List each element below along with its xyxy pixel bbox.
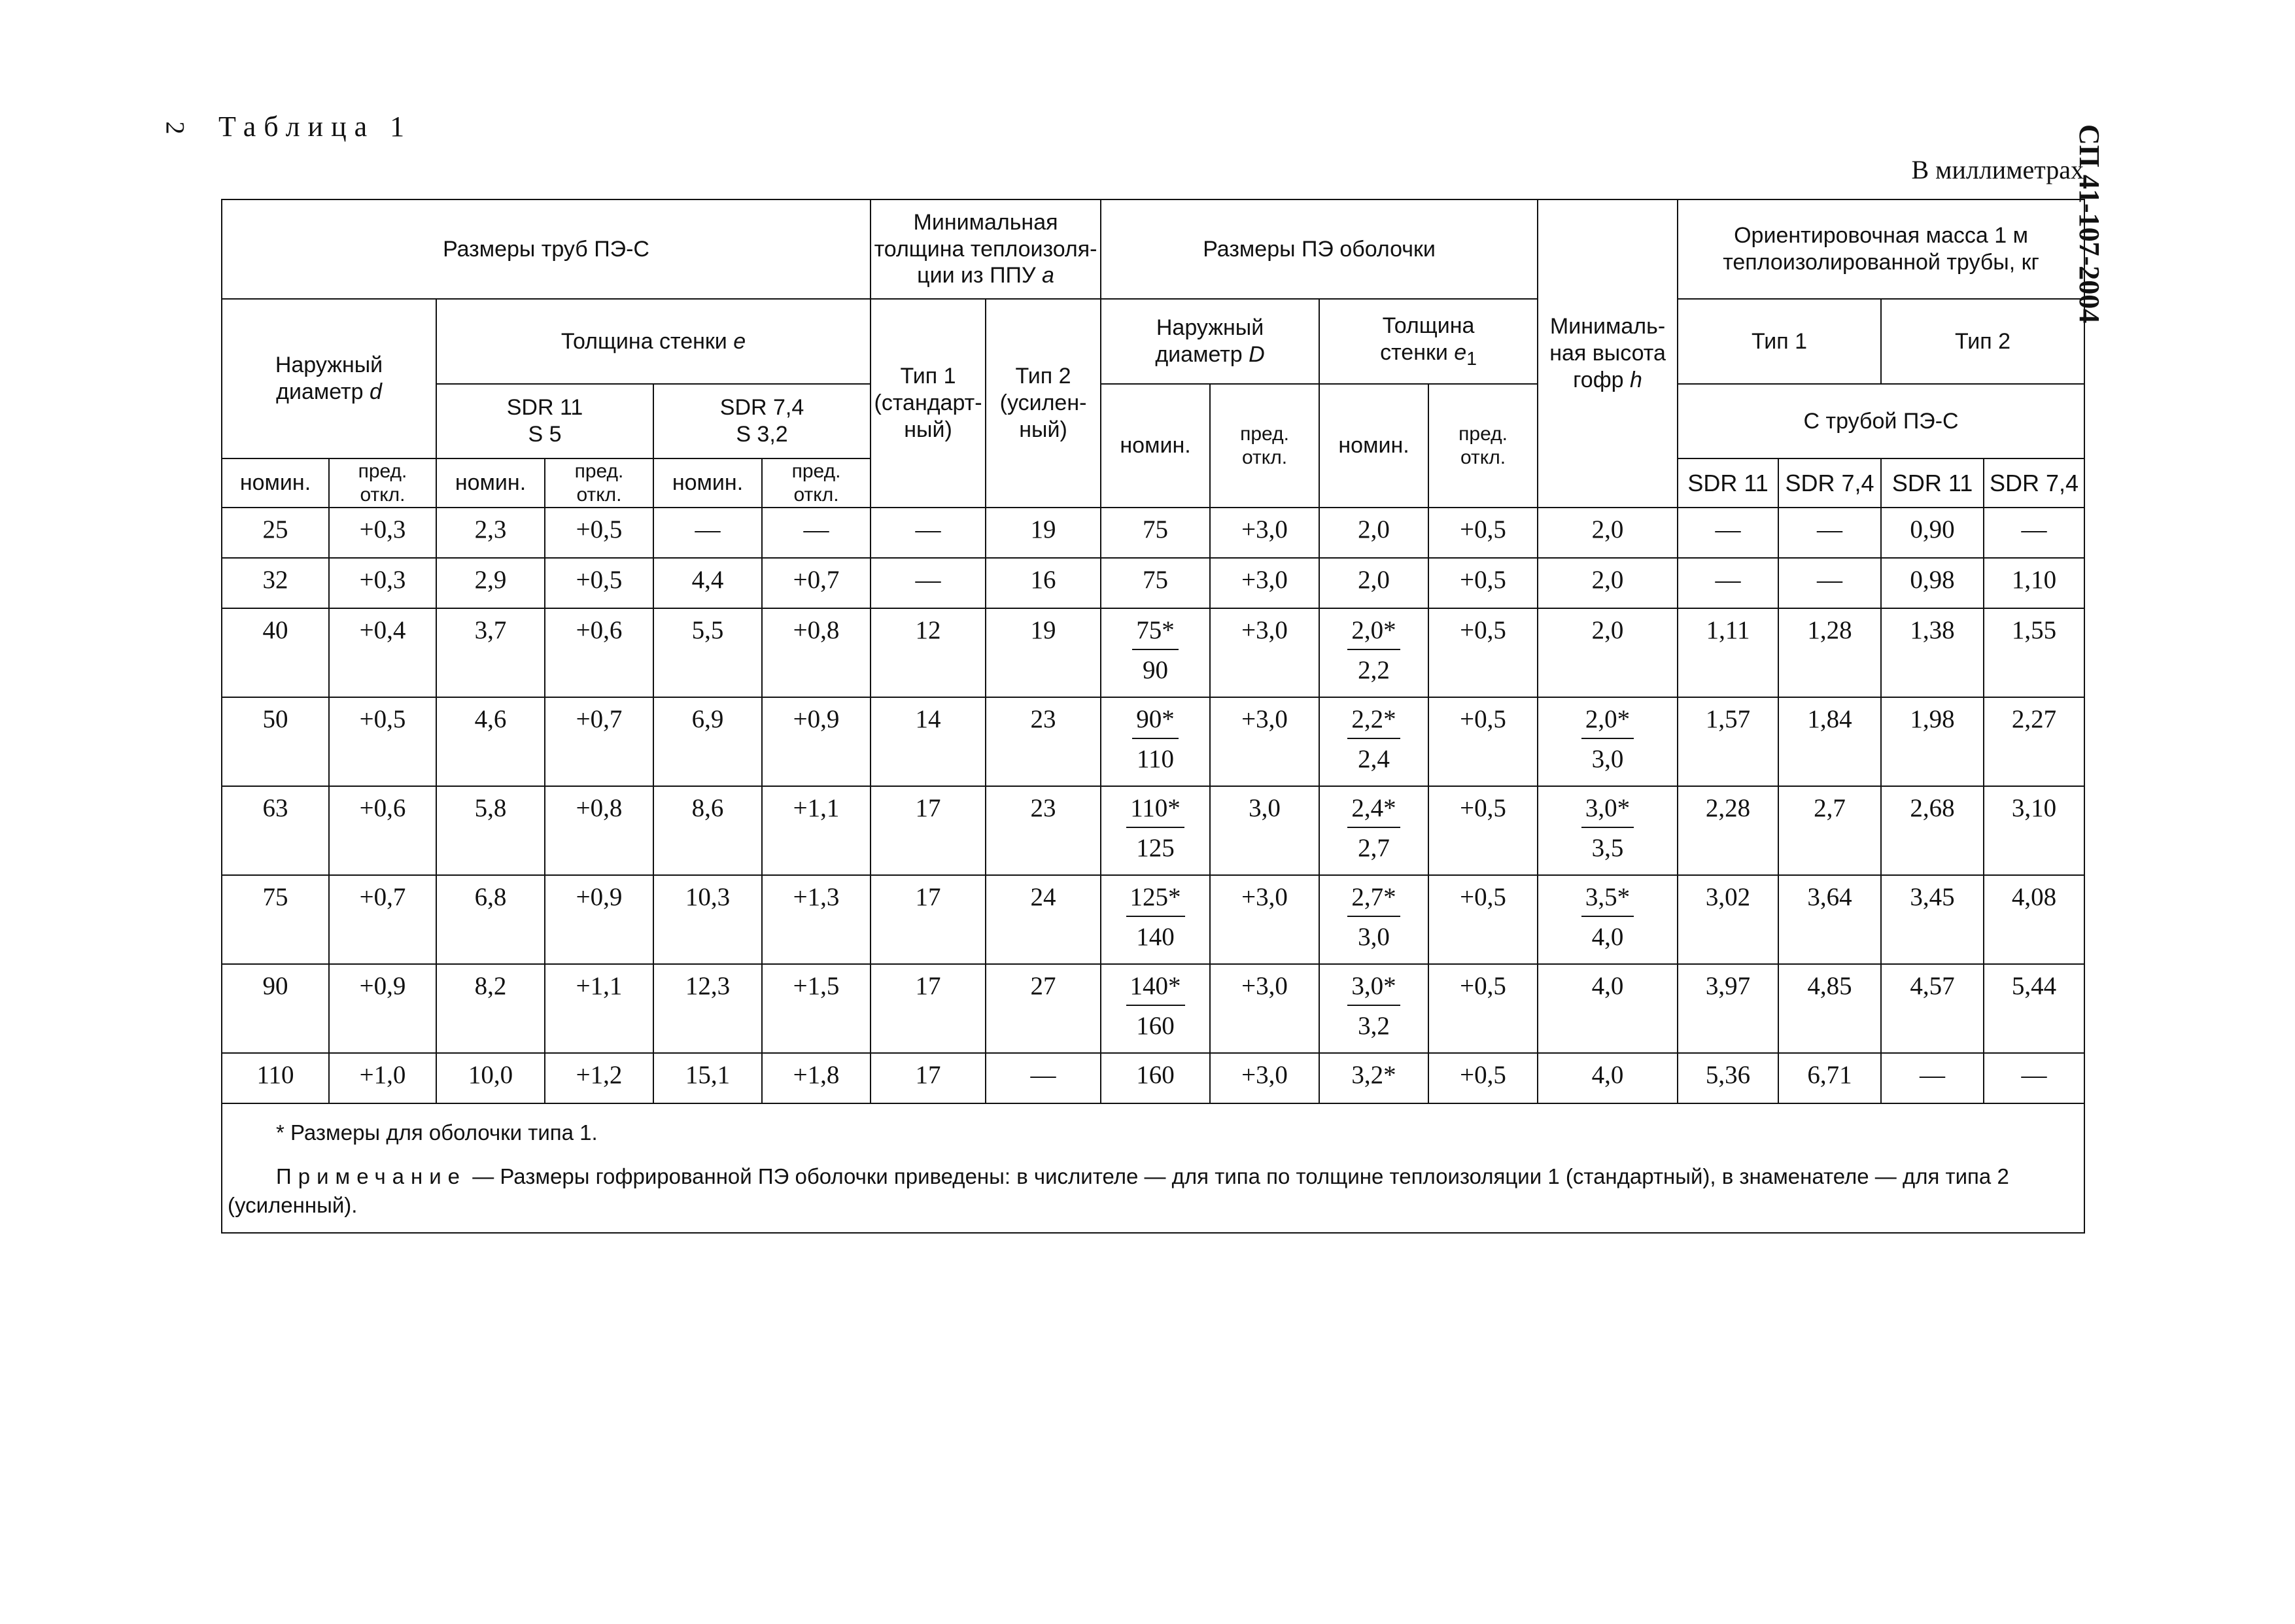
cell-m2-sdr11: —: [1881, 1053, 1984, 1103]
cell-a-type2: 16: [986, 558, 1101, 608]
cell-D: [1101, 875, 1210, 964]
document-code: СП 41-107-2004: [2073, 124, 2105, 324]
fraction-denominator: 3,0: [1358, 922, 1390, 951]
header-row-3: [222, 384, 2084, 458]
fraction-denominator: 3,0: [1591, 744, 1624, 773]
mass-type2-sdr74-header: SDR 7,4: [1984, 458, 2084, 508]
cell-m1-sdr74: 2,7: [1778, 786, 1881, 875]
cell-e1-dev: +0,5: [1428, 786, 1538, 875]
table-row: [222, 964, 2084, 1053]
cell-e1: [1319, 964, 1428, 1053]
cell-m2-sdr11: 4,57: [1881, 964, 1984, 1053]
cell-d-dev: +0,9: [329, 964, 436, 1053]
table-note: [228, 1162, 2079, 1220]
fraction-numerator: 125*: [1126, 882, 1185, 917]
cell-D: [1101, 697, 1210, 786]
cell-m1-sdr74: 1,84: [1778, 697, 1881, 786]
cell-a-type1: 12: [871, 608, 986, 697]
cell-e1: [1319, 875, 1428, 964]
cell-m2-sdr74: 1,10: [1984, 558, 2084, 608]
cell-d: 50: [222, 697, 329, 786]
cell-a-type1: 17: [871, 964, 986, 1053]
fraction-numerator: 90*: [1132, 704, 1179, 739]
cell-a-type1: —: [871, 508, 986, 558]
fraction-numerator: 3,0*: [1581, 793, 1634, 828]
cell-m1-sdr11: 3,97: [1678, 964, 1778, 1053]
cell-D: [1101, 786, 1210, 875]
min-insulation-header: Минимальная толщина теплоизоля- ции из ППУ a: [871, 199, 1101, 299]
cell-m2-sdr11: 1,38: [1881, 608, 1984, 697]
footnote-cell: [222, 1103, 2084, 1233]
cell-e-sdr11: 8,2: [436, 964, 545, 1053]
cell-a-type2: 27: [986, 964, 1101, 1053]
cell-e-sdr74-dev: —: [762, 508, 871, 558]
cell-h: 4,0: [1538, 1053, 1678, 1103]
cell-D: 160: [1101, 1053, 1210, 1103]
fraction-numerator: 2,7*: [1347, 882, 1400, 917]
type1-header: Тип 1 (стандарт- ный): [871, 299, 986, 508]
cell-m1-sdr74: —: [1778, 558, 1881, 608]
mass-type1-sdr74-header: SDR 7,4: [1778, 458, 1881, 508]
cell-e1: 3,2*: [1319, 1053, 1428, 1103]
cell-D-dev: +3,0: [1210, 508, 1319, 558]
cell-e1-dev: +0,5: [1428, 608, 1538, 697]
cell-e-sdr11: 5,8: [436, 786, 545, 875]
cell-D-dev: +3,0: [1210, 875, 1319, 964]
cell-e-sdr74-dev: +1,1: [762, 786, 871, 875]
cell-m2-sdr74: 2,27: [1984, 697, 2084, 786]
cell-m1-sdr11: 3,02: [1678, 875, 1778, 964]
cell-e-sdr11-dev: +0,7: [545, 697, 653, 786]
cell-h: [1538, 875, 1678, 964]
cell-e-sdr11-dev: +0,5: [545, 508, 653, 558]
shell-wall-nom-header: номин.: [1319, 384, 1428, 508]
fraction-denominator: 2,2: [1358, 655, 1390, 684]
cell-d-dev: +0,7: [329, 875, 436, 964]
cell-m1-sdr74: 6,71: [1778, 1053, 1881, 1103]
cell-e-sdr74: 10,3: [653, 875, 762, 964]
fraction-numerator: 2,2*: [1347, 704, 1400, 739]
fraction-denominator: 160: [1136, 1011, 1175, 1040]
cell-e-sdr74: 4,4: [653, 558, 762, 608]
cell-e-sdr74: 15,1: [653, 1053, 762, 1103]
cell-d: 63: [222, 786, 329, 875]
footnote: * Размеры для оболочки типа 1.: [276, 1120, 598, 1145]
table-title: Таблица 1: [218, 111, 413, 143]
cell-e-sdr11-dev: +0,5: [545, 558, 653, 608]
cell-D: 75: [1101, 558, 1210, 608]
outer-diameter-header: Наружный диаметр d: [222, 299, 436, 458]
fraction-denominator: 140: [1136, 922, 1175, 951]
cell-e-sdr11: 4,6: [436, 697, 545, 786]
cell-e-sdr11: 3,7: [436, 608, 545, 697]
cell-d-dev: +0,4: [329, 608, 436, 697]
mass-type2-sdr11-header: SDR 11: [1881, 458, 1984, 508]
cell-d: 40: [222, 608, 329, 697]
cell-m2-sdr11: 0,98: [1881, 558, 1984, 608]
cell-d-dev: +0,3: [329, 508, 436, 558]
outer-dev-header: пред. откл.: [329, 458, 436, 508]
cell-e1-dev: +0,5: [1428, 875, 1538, 964]
cell-h: 2,0: [1538, 558, 1678, 608]
cell-D: 75: [1101, 508, 1210, 558]
min-corrugation-header: Минималь- ная высота гофр h: [1538, 199, 1678, 508]
cell-m2-sdr74: 3,10: [1984, 786, 2084, 875]
fraction-numerator: 2,0*: [1347, 615, 1400, 650]
table-row: [222, 608, 2084, 697]
page-number: 2: [160, 121, 190, 135]
fraction-numerator: 140*: [1126, 971, 1185, 1006]
fraction-numerator: 2,0*: [1581, 704, 1634, 739]
fraction-numerator: 75*: [1132, 615, 1179, 650]
cell-m2-sdr74: 1,55: [1984, 608, 2084, 697]
sdr11-dev-header: пред. откл.: [545, 458, 653, 508]
cell-e-sdr74-dev: +0,8: [762, 608, 871, 697]
cell-a-type2: 19: [986, 508, 1101, 558]
cell-e-sdr11: 2,3: [436, 508, 545, 558]
cell-a-type2: 24: [986, 875, 1101, 964]
cell-e1-dev: +0,5: [1428, 964, 1538, 1053]
cell-m1-sdr74: 4,85: [1778, 964, 1881, 1053]
cell-m1-sdr74: 3,64: [1778, 875, 1881, 964]
cell-d: 32: [222, 558, 329, 608]
shell-outer-diameter-header: Наружный диаметр D: [1101, 299, 1319, 384]
cell-D: [1101, 608, 1210, 697]
cell-m1-sdr74: 1,28: [1778, 608, 1881, 697]
cell-h: 2,0: [1538, 608, 1678, 697]
cell-e-sdr11-dev: +1,2: [545, 1053, 653, 1103]
cell-m2-sdr74: 5,44: [1984, 964, 2084, 1053]
note-label: Примечание: [276, 1164, 467, 1188]
mass-header: Ориентировочная масса 1 м теплоизолированной трубы, кг: [1678, 199, 2084, 299]
cell-D-dev: +3,0: [1210, 964, 1319, 1053]
cell-e1: 2,0: [1319, 508, 1428, 558]
cell-D-dev: +3,0: [1210, 558, 1319, 608]
cell-h: [1538, 786, 1678, 875]
pipe-sizes-header: Размеры труб ПЭ-С: [222, 199, 871, 299]
cell-e1-dev: +0,5: [1428, 508, 1538, 558]
shell-sizes-header: Размеры ПЭ оболочки: [1101, 199, 1538, 299]
mass-type1-sdr11-header: SDR 11: [1678, 458, 1778, 508]
cell-e-sdr11: 10,0: [436, 1053, 545, 1103]
wall-thickness-header: Толщина стенки e: [436, 299, 871, 384]
shell-wall-thickness-header: Толщина стенки $e_1$: [1319, 299, 1538, 384]
cell-e-sdr74-dev: +1,8: [762, 1053, 871, 1103]
fraction-numerator: 2,4*: [1347, 793, 1400, 828]
shell-outer-dev-header: пред. откл.: [1210, 384, 1319, 508]
cell-e-sdr11-dev: +0,8: [545, 786, 653, 875]
cell-D-dev: 3,0: [1210, 786, 1319, 875]
fraction-denominator: 90: [1143, 655, 1169, 684]
cell-e-sdr74-dev: +0,9: [762, 697, 871, 786]
cell-d: 90: [222, 964, 329, 1053]
fraction-denominator: 3,2: [1358, 1011, 1390, 1040]
with-pipe-header: С трубой ПЭ-С: [1678, 384, 2084, 458]
cell-m2-sdr11: 3,45: [1881, 875, 1984, 964]
fraction-numerator: 3,5*: [1581, 882, 1634, 917]
shell-wall-dev-header: пред. откл.: [1428, 384, 1538, 508]
cell-h: 2,0: [1538, 508, 1678, 558]
table-row: [222, 508, 2084, 558]
cell-D-dev: +3,0: [1210, 1053, 1319, 1103]
cell-m2-sdr11: 2,68: [1881, 786, 1984, 875]
header-row-2: [222, 299, 2084, 384]
cell-e1: [1319, 697, 1428, 786]
cell-a-type1: 14: [871, 697, 986, 786]
cell-a-type2: 23: [986, 786, 1101, 875]
cell-m2-sdr11: 1,98: [1881, 697, 1984, 786]
cell-h: 4,0: [1538, 964, 1678, 1053]
cell-e1: [1319, 608, 1428, 697]
fraction-numerator: 3,0*: [1347, 971, 1400, 1006]
cell-m2-sdr74: —: [1984, 1053, 2084, 1103]
cell-m1-sdr11: 1,11: [1678, 608, 1778, 697]
cell-e-sdr74-dev: +0,7: [762, 558, 871, 608]
cell-d: 25: [222, 508, 329, 558]
shell-outer-nom-header: номин.: [1101, 384, 1210, 508]
cell-d-dev: +0,5: [329, 697, 436, 786]
cell-D-dev: +3,0: [1210, 697, 1319, 786]
cell-e-sdr11-dev: +0,6: [545, 608, 653, 697]
mass-type1-header: Тип 1: [1678, 299, 1881, 384]
header-row-1: [222, 199, 2084, 299]
cell-e1-dev: +0,5: [1428, 697, 1538, 786]
cell-e1: [1319, 786, 1428, 875]
cell-d: 110: [222, 1053, 329, 1103]
cell-e-sdr74-dev: +1,5: [762, 964, 871, 1053]
cell-a-type1: 17: [871, 1053, 986, 1103]
cell-e-sdr11: 2,9: [436, 558, 545, 608]
cell-a-type2: 19: [986, 608, 1101, 697]
dimensions-table: [221, 199, 2085, 1234]
cell-e-sdr74: 6,9: [653, 697, 762, 786]
fraction-numerator: 110*: [1126, 793, 1184, 828]
cell-e-sdr74: —: [653, 508, 762, 558]
sdr11-header: SDR 11 S 5: [436, 384, 653, 458]
sdr11-nom-header: номин.: [436, 458, 545, 508]
fraction-denominator: 2,4: [1358, 744, 1390, 773]
cell-e-sdr11: 6,8: [436, 875, 545, 964]
cell-e1-dev: +0,5: [1428, 1053, 1538, 1103]
table-row: [222, 875, 2084, 964]
fraction-denominator: 3,5: [1591, 833, 1624, 862]
cell-m1-sdr11: 5,36: [1678, 1053, 1778, 1103]
cell-m1-sdr74: —: [1778, 508, 1881, 558]
cell-m2-sdr74: 4,08: [1984, 875, 2084, 964]
cell-a-type1: 17: [871, 786, 986, 875]
cell-e1-dev: +0,5: [1428, 558, 1538, 608]
table-row: [222, 786, 2084, 875]
cell-d-dev: +0,6: [329, 786, 436, 875]
fraction-denominator: 2,7: [1358, 833, 1390, 862]
units-note: В миллиметрах: [1911, 155, 2084, 184]
table-row: [222, 1053, 2084, 1103]
mass-type2-header: Тип 2: [1881, 299, 2084, 384]
fraction-denominator: 4,0: [1591, 922, 1624, 951]
cell-m2-sdr74: —: [1984, 508, 2084, 558]
cell-e-sdr74: 5,5: [653, 608, 762, 697]
table-row: [222, 558, 2084, 608]
cell-m1-sdr11: —: [1678, 508, 1778, 558]
cell-a-type2: 23: [986, 697, 1101, 786]
cell-e-sdr74: 12,3: [653, 964, 762, 1053]
outer-nom-header: номин.: [222, 458, 329, 508]
cell-d-dev: +1,0: [329, 1053, 436, 1103]
note-text: — Размеры гофрированной ПЭ оболочки приведены: в числителе — для типа по толщине теплоизоляции 1 (стандартный), в знаменателе — для типа 2 (усиленный).: [228, 1164, 2009, 1218]
sdr74-dev-header: пред. откл.: [762, 458, 871, 508]
sdr74-nom-header: номин.: [653, 458, 762, 508]
cell-h: [1538, 697, 1678, 786]
cell-a-type1: —: [871, 558, 986, 608]
cell-m1-sdr11: —: [1678, 558, 1778, 608]
cell-m2-sdr11: 0,90: [1881, 508, 1984, 558]
fraction-denominator: 110: [1137, 744, 1175, 773]
table-row: [222, 697, 2084, 786]
cell-e-sdr11-dev: +0,9: [545, 875, 653, 964]
cell-a-type2: —: [986, 1053, 1101, 1103]
cell-d: 75: [222, 875, 329, 964]
cell-m1-sdr11: 1,57: [1678, 697, 1778, 786]
cell-d-dev: +0,3: [329, 558, 436, 608]
sdr74-header: SDR 7,4 S 3,2: [653, 384, 871, 458]
cell-D: [1101, 964, 1210, 1053]
cell-m1-sdr11: 2,28: [1678, 786, 1778, 875]
type2-header: Тип 2 (усилен- ный): [986, 299, 1101, 508]
cell-e-sdr74-dev: +1,3: [762, 875, 871, 964]
cell-e-sdr74: 8,6: [653, 786, 762, 875]
fraction-denominator: 125: [1136, 833, 1175, 862]
cell-D-dev: +3,0: [1210, 608, 1319, 697]
cell-e1: 2,0: [1319, 558, 1428, 608]
cell-a-type1: 17: [871, 875, 986, 964]
cell-e-sdr11-dev: +1,1: [545, 964, 653, 1053]
footnote-row: [222, 1103, 2084, 1233]
